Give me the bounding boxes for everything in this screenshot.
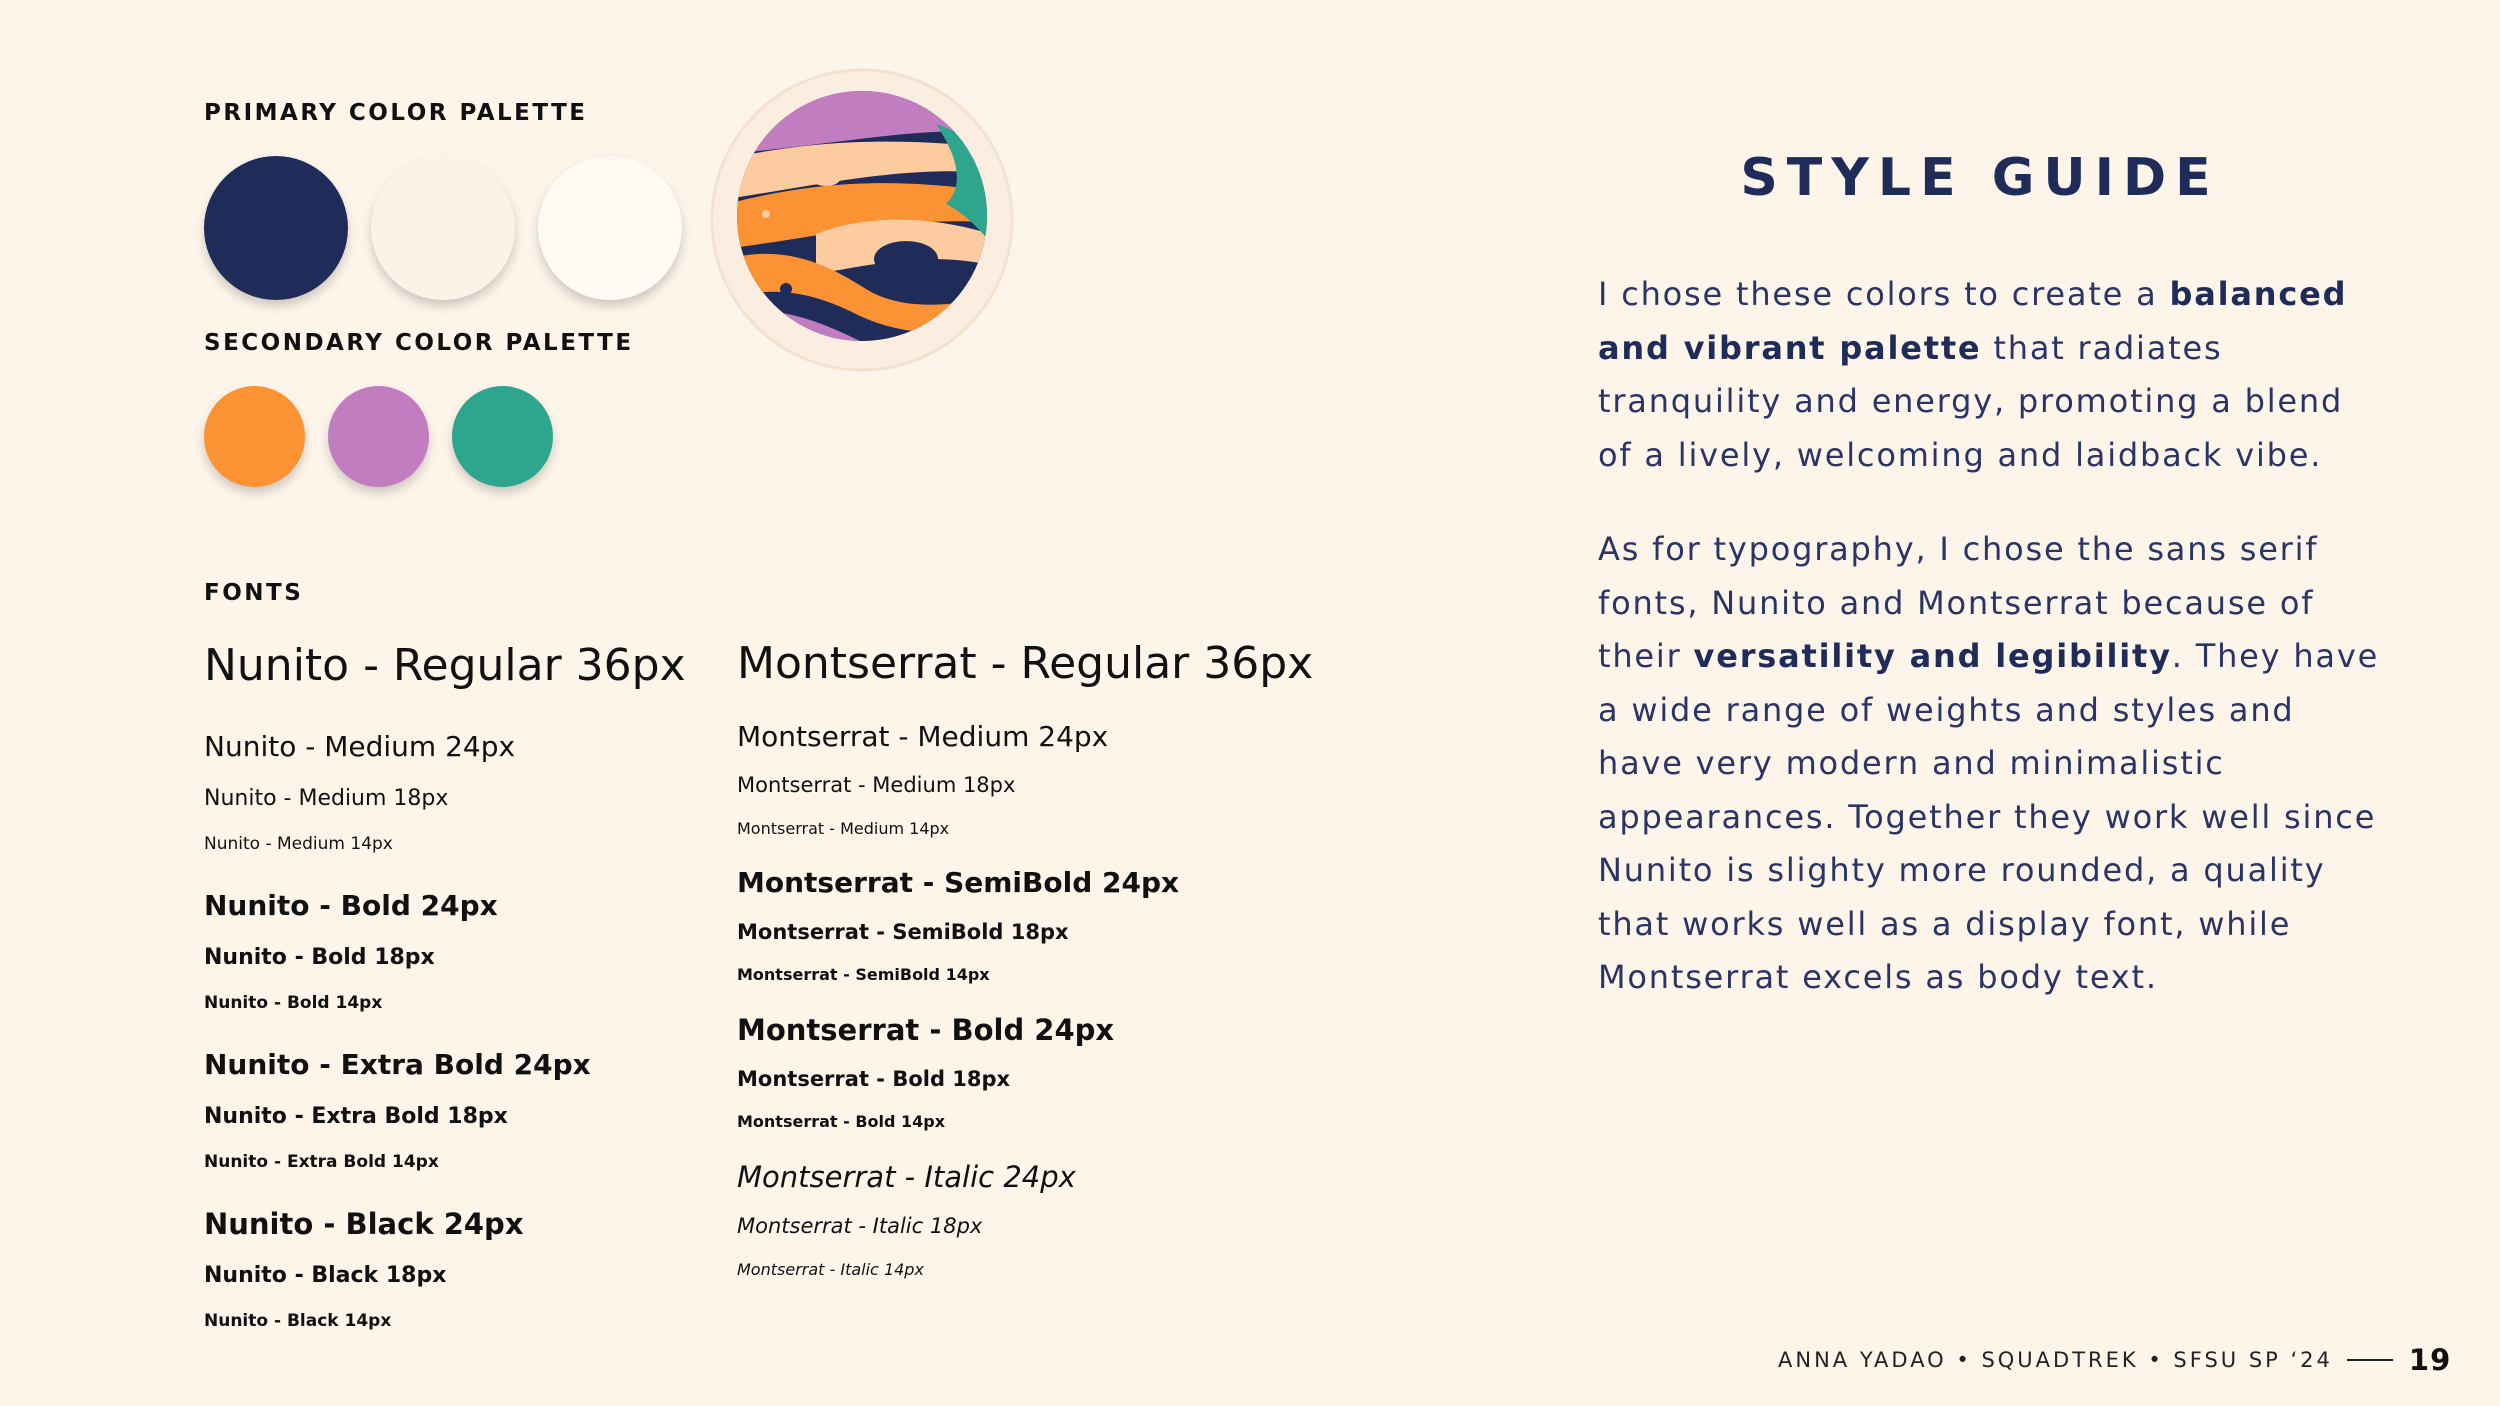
footer-credit: ANNA YADAO • SQUADTREK • SFSU SP ‘24 bbox=[1778, 1348, 2333, 1372]
montserrat-italic-14: Montserrat - Italic 14px bbox=[737, 1260, 924, 1279]
typography-paragraph-text-2: . They have a wide range of weights and styles and have very modern and minimalistic appearances. Together they work well since Nunito is slighty more rounded, a quality that works well as a display font, while Montserrat excels as body text. bbox=[1598, 637, 2380, 996]
primary-swatch-navy bbox=[204, 156, 348, 300]
secondary-palette-heading: SECONDARY COLOR PALETTE bbox=[204, 330, 634, 356]
montserrat-bold-18: Montserrat - Bold 18px bbox=[737, 1067, 1011, 1091]
montserrat-bold-24: Montserrat - Bold 24px bbox=[737, 1013, 1115, 1047]
palette-paragraph-text-1: I chose these colors to create a bbox=[1598, 275, 2170, 313]
nunito-extra-bold-24: Nunito - Extra Bold 24px bbox=[204, 1048, 591, 1081]
montserrat-medium-24: Montserrat - Medium 24px bbox=[737, 720, 1109, 753]
palette-paragraph bbox=[1598, 268, 2388, 482]
nunito-extra-bold-14: Nunito - Extra Bold 14px bbox=[204, 1152, 439, 1172]
nunito-black-14: Nunito - Black 14px bbox=[204, 1311, 392, 1331]
nunito-regular-36: Nunito - Regular 36px bbox=[204, 640, 686, 691]
typography-paragraph bbox=[1598, 523, 2388, 1005]
montserrat-semibold-18: Montserrat - SemiBold 18px bbox=[737, 920, 1069, 944]
footer bbox=[1778, 1343, 2451, 1377]
typography-paragraph-text-1: As for typography, I chose the sans serif fonts, Nunito and Montserrat because of their bbox=[1598, 530, 2319, 675]
footer-divider bbox=[2347, 1359, 2393, 1361]
nunito-medium-24: Nunito - Medium 24px bbox=[204, 730, 516, 763]
nunito-medium-18: Nunito - Medium 18px bbox=[204, 786, 449, 811]
montserrat-semibold-24: Montserrat - SemiBold 24px bbox=[737, 866, 1180, 899]
montserrat-medium-14: Montserrat - Medium 14px bbox=[737, 819, 950, 838]
page-number: 19 bbox=[2408, 1343, 2452, 1377]
secondary-swatch-purple bbox=[328, 386, 429, 487]
primary-swatch-cream bbox=[371, 156, 515, 300]
nunito-bold-14: Nunito - Bold 14px bbox=[204, 993, 383, 1013]
montserrat-regular-36: Montserrat - Regular 36px bbox=[737, 638, 1314, 689]
fonts-heading: FONTS bbox=[204, 580, 304, 606]
abstract-wave-pattern-icon bbox=[706, 64, 1018, 376]
nunito-black-18: Nunito - Black 18px bbox=[204, 1263, 447, 1288]
nunito-bold-24: Nunito - Bold 24px bbox=[204, 889, 498, 922]
palette-paragraph-text-2: that radiates tranquility and energy, promoting a blend of a lively, welcoming and laidback vibe. bbox=[1598, 328, 2344, 474]
secondary-swatch-orange bbox=[204, 386, 305, 487]
nunito-extra-bold-18: Nunito - Extra Bold 18px bbox=[204, 1104, 508, 1129]
typography-paragraph-emphasis: versatility and legibility bbox=[1693, 637, 2172, 675]
secondary-swatch-teal bbox=[452, 386, 553, 487]
primary-palette-heading: PRIMARY COLOR PALETTE bbox=[204, 100, 588, 126]
nunito-medium-14: Nunito - Medium 14px bbox=[204, 834, 393, 854]
montserrat-italic-24: Montserrat - Italic 24px bbox=[737, 1160, 1076, 1194]
palette-paragraph-emphasis: balanced and vibrant palette bbox=[1598, 275, 2348, 367]
montserrat-semibold-14: Montserrat - SemiBold 14px bbox=[737, 965, 990, 984]
montserrat-italic-18: Montserrat - Italic 18px bbox=[737, 1214, 983, 1238]
primary-swatch-white bbox=[538, 156, 682, 300]
style-guide-title: STYLE GUIDE bbox=[1740, 148, 2220, 208]
montserrat-medium-18: Montserrat - Medium 18px bbox=[737, 773, 1016, 797]
nunito-black-24: Nunito - Black 24px bbox=[204, 1207, 524, 1241]
nunito-bold-18: Nunito - Bold 18px bbox=[204, 945, 435, 970]
montserrat-bold-14: Montserrat - Bold 14px bbox=[737, 1112, 946, 1131]
